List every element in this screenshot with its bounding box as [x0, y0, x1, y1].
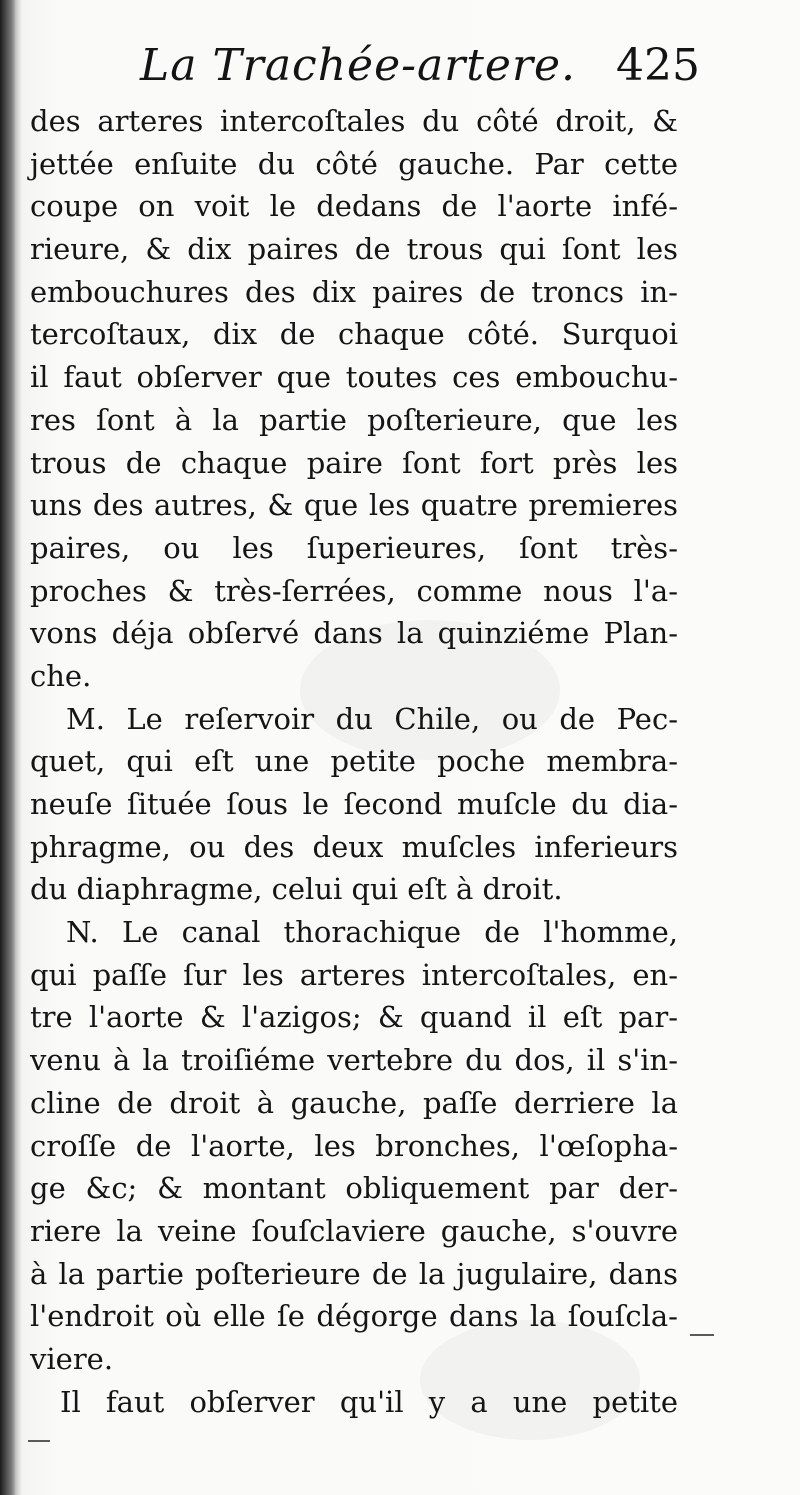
- paragraph-m-start: M. Le reſervoir du Chile, ou de Pec-: [66, 701, 678, 736]
- text-line: vons déja obſervé dans la quinziéme Plan-: [30, 616, 678, 651]
- margin-scratch-mark: [28, 1440, 50, 1442]
- text-line: trous de chaque paire ſont fort près les: [30, 445, 678, 480]
- text-line: cline de droit à gauche, paſſe derriere la: [30, 1085, 678, 1120]
- text-line: il faut obſerver que toutes ces embouchu-: [30, 360, 678, 395]
- text-line: des arteres intercoſtales du côté droit, &: [30, 104, 678, 138]
- text-line: croſſe de l'aorte, les bronches, l'œſopha-: [30, 1128, 678, 1163]
- text-line: ge &c; & montant obliquement par der-: [30, 1171, 678, 1206]
- page-number: 425: [616, 40, 700, 91]
- text-line: proches & très-ſerrées, comme nous l'a-: [30, 573, 678, 608]
- paragraph-final-start: Il faut obſerver qu'il y a une petite: [60, 1384, 678, 1419]
- text-line: tre l'aorte & l'azigos; & quand il eſt par-: [30, 1000, 678, 1035]
- text-line: uns des autres, & que les quatre premieres: [30, 488, 678, 523]
- text-line: jettée enſuite du côté gauche. Par cette: [30, 146, 678, 181]
- text-line: quet, qui eſt une petite poche membra-: [30, 744, 678, 779]
- text-line: tercoſtaux, dix de chaque côté. Surquoi: [30, 317, 678, 352]
- text-line: viere.: [30, 1341, 114, 1376]
- page-gutter-shadow: [0, 0, 16, 1495]
- body-text: [30, 100, 678, 1423]
- text-line: du diaphragme, celui qui eſt à droit.: [30, 872, 563, 907]
- text-line: venu à la troiſiéme vertebre du dos, il s'in-: [30, 1043, 678, 1078]
- text-line: coupe on voit le dedans de l'aorte infé-: [30, 189, 678, 224]
- running-title: La Trachée-artere.: [140, 40, 577, 91]
- text-line: res ſont à la partie poſterieure, que les: [30, 402, 678, 437]
- paragraph-n-start: N. Le canal thorachique de l'homme,: [66, 915, 678, 950]
- text-line: riere la veine ſouſclaviere gauche, s'ouvre: [30, 1213, 678, 1248]
- text-line: l'endroit où elle ſe dégorge dans la ſouſcla-: [30, 1299, 678, 1334]
- running-header: [140, 40, 700, 104]
- text-line: che.: [30, 658, 92, 693]
- text-line: phragme, ou des deux muſcles inferieurs: [30, 829, 678, 864]
- text-line: paires, ou les ſuperieures, ſont très-: [30, 530, 678, 565]
- text-line: qui paſſe ſur les arteres intercoſtales, en-: [30, 957, 678, 992]
- text-line: rieure, & dix paires de trous qui ſont les: [30, 232, 678, 267]
- margin-scratch-mark: [690, 1334, 714, 1336]
- text-line: embouchures des dix paires de troncs in-: [30, 274, 678, 309]
- text-line: à la partie poſterieure de la jugulaire, dans: [30, 1256, 678, 1291]
- text-line: neuſe ſituée ſous le ſecond muſcle du dia-: [30, 787, 678, 821]
